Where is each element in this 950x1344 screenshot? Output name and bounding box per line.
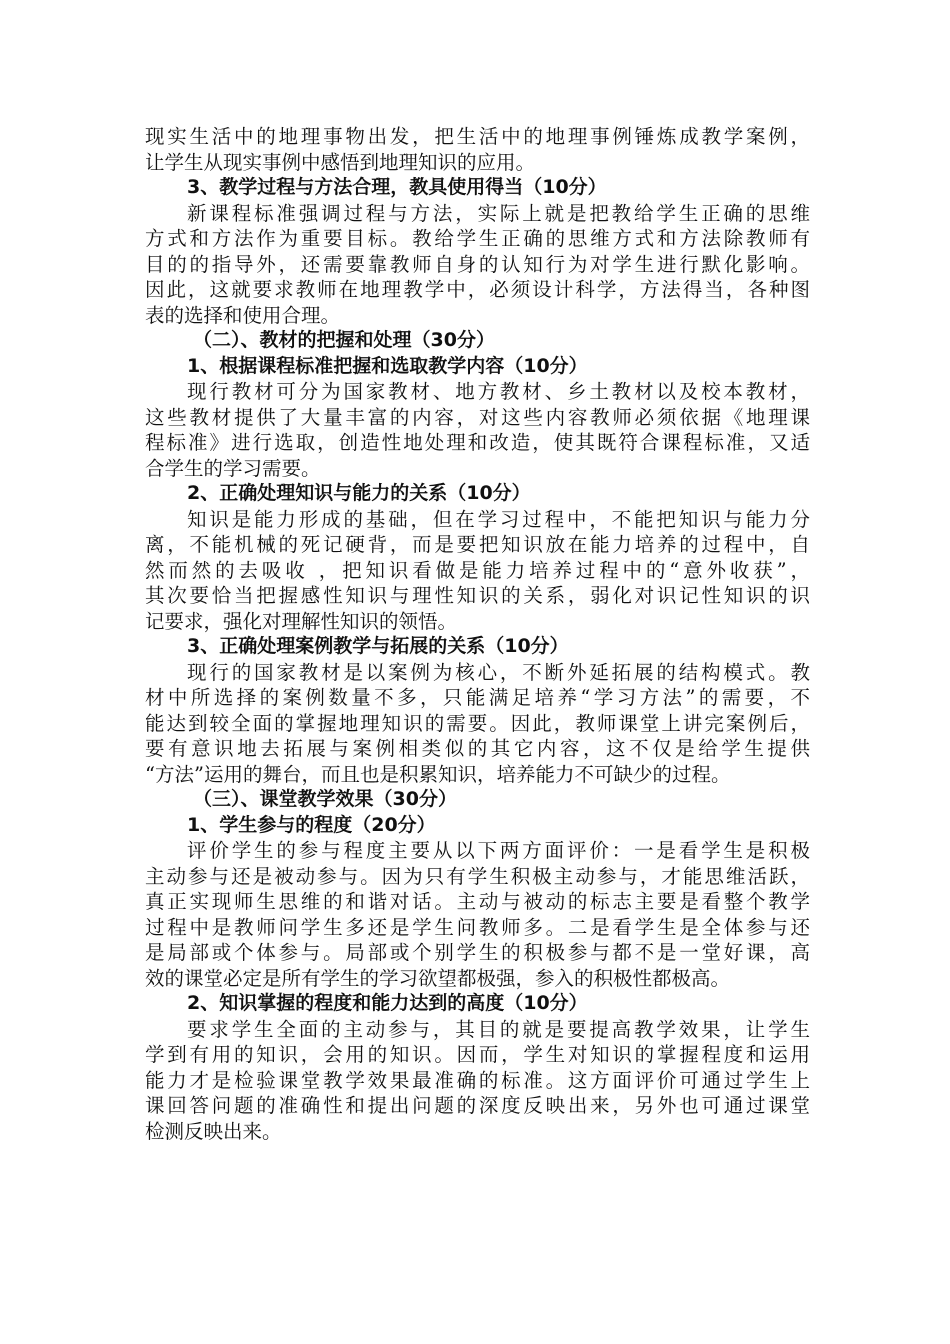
paragraph-line: 是局部或个体参与。局部或个别学生的积极参与都不是一堂好课，高 [145, 941, 810, 964]
paragraph-line: 离，不能机械的死记硬背，而是要把知识放在能力培养的过程中，自 [145, 533, 810, 556]
paragraph-line: “方法”运用的舞台，而且也是积累知识，培养能力不可缺少的过程。 [145, 762, 731, 786]
subheading: 1、根据课程标准把握和选取教学内容（10分） [187, 354, 588, 377]
section-heading: （二）、教材的把握和处理（30分） [193, 329, 495, 351]
paragraph-line: 知识是能力形成的基础，但在学习过程中，不能把知识与能力分 [187, 507, 810, 531]
paragraph-line: 让学生从现实事例中感悟到地理知识的应用。 [145, 150, 536, 174]
paragraph-line: 能力才是检验课堂教学效果最准确的标准。这方面评价可通过学生上 [145, 1068, 810, 1092]
document-page [145, 124, 810, 1144]
section-heading: （三）、课堂教学效果（30分） [193, 788, 457, 810]
paragraph-line: 记要求，强化对理解性知识的领悟。 [145, 609, 458, 633]
paragraph-line: 合学生的学习需要。 [145, 456, 321, 480]
paragraph-line: 现行教材可分为国家教材、地方教材、乡土教材以及校本教材， [187, 380, 810, 403]
paragraph-line: 课回答问题的准确性和提出问题的深度反映出来，另外也可通过课堂 [145, 1094, 810, 1117]
paragraph-line: 这些教材提供了大量丰富的内容，对这些内容教师必须依据《地理课 [145, 405, 810, 429]
subheading: 2、正确处理知识与能力的关系（10分） [187, 482, 531, 504]
paragraph-line: 表的选择和使用合理。 [145, 303, 341, 327]
paragraph-line: 学到有用的知识，会用的知识。因而，学生对知识的掌握程度和运用 [145, 1043, 810, 1066]
paragraph-line: 因此，这就要求教师在地理教学中，必须设计科学，方法得当，各种图 [145, 278, 810, 301]
subheading: 3、教学过程与方法合理，教具使用得当（10分） [187, 176, 607, 198]
paragraph-line: 检测反映出来。 [145, 1119, 282, 1143]
paragraph-line: 材中所选择的案例数量不多，只能满足培养“学习方法”的需要，不 [145, 686, 810, 709]
paragraph-line: 现行的国家教材是以案例为核心，不断外延拓展的结构模式。教 [187, 660, 810, 684]
paragraph-line: 方式和方法作为重要目标。教给学生正确的思维方式和方法除教师有 [145, 227, 810, 250]
paragraph-line: 主动参与还是被动参与。因为只有学生积极主动参与，才能思维活跃， [145, 864, 810, 888]
paragraph-line: 过程中是教师问学生多还是学生问教师多。二是看学生是全体参与还 [145, 915, 810, 939]
paragraph-line: 目的的指导外，还需要靠教师自身的认知行为对学生进行默化影响。 [145, 252, 810, 276]
paragraph-line: 然而然的去吸收 ，把知识看做是能力培养过程中的“意外收获”， [145, 558, 810, 582]
subheading: 3、正确处理案例教学与拓展的关系（10分） [187, 635, 569, 657]
paragraph-line: 要有意识地去拓展与案例相类似的其它内容，这不仅是给学生提供 [145, 737, 810, 760]
paragraph-line: 程标准》进行选取，创造性地处理和改造，使其既符合课程标准，又适 [145, 431, 810, 454]
paragraph-line: 真正实现师生思维的和谐对话。主动与被动的标志主要是看整个教学 [145, 890, 810, 913]
paragraph-line: 新课程标准强调过程与方法，实际上就是把教给学生正确的思维 [187, 201, 810, 225]
paragraph-line: 其次要恰当把握感性知识与理性知识的关系，弱化对识记性知识的识 [145, 584, 810, 607]
paragraph-line: 效的课堂必定是所有学生的学习欲望都极强，参入的积极性都极高。 [145, 966, 731, 990]
paragraph-line: 能达到较全面的掌握地理知识的需要。因此，教师课堂上讲完案例后， [145, 711, 810, 735]
subheading: 1、学生参与的程度（20分） [187, 813, 436, 836]
paragraph-line: 评价学生的参与程度主要从以下两方面评价：一是看学生是积极 [187, 839, 810, 862]
paragraph-line: 要求学生全面的主动参与，其目的就是要提高教学效果，让学生 [187, 1017, 810, 1041]
subheading: 2、知识掌握的程度和能力达到的高度（10分） [187, 992, 588, 1014]
paragraph-line: 现实生活中的地理事物出发，把生活中的地理事例锤炼成教学案例， [145, 125, 810, 148]
